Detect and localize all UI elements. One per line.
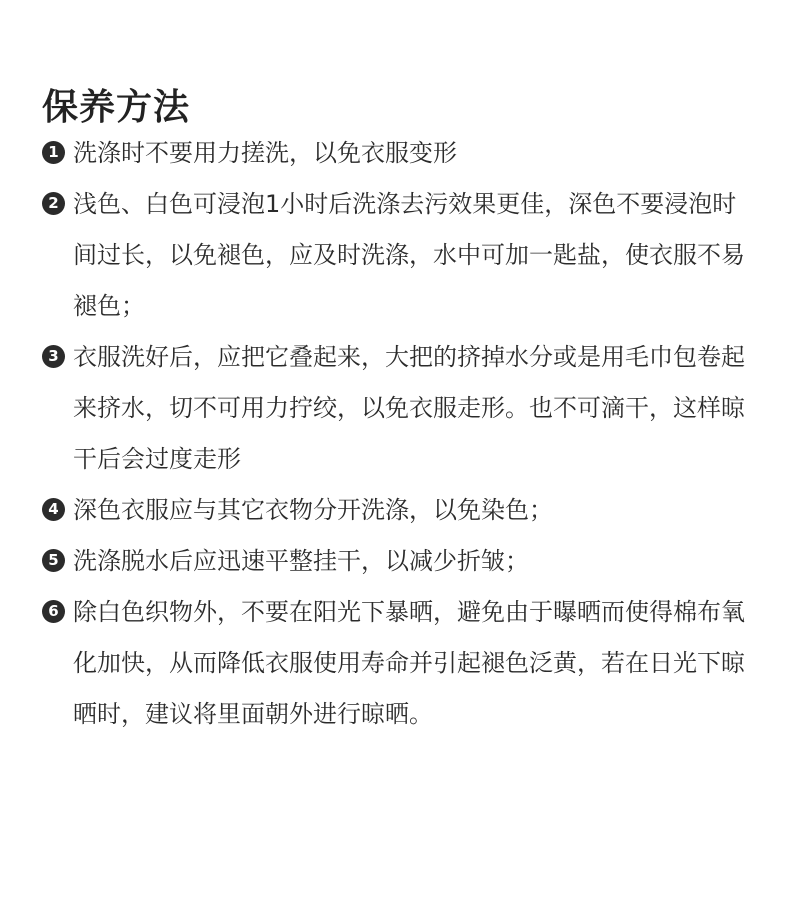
- care-item-text: 衣服洗好后，应把它叠起来，大把的挤掉水分或是用毛巾包卷起来挤水，切不可用力拧绞，以免衣服走形。也不可滴干，这样晾干后会过度走形: [73, 343, 745, 473]
- number-badge-icon: 6: [42, 600, 65, 623]
- care-item-text: 洗涤时不要用力搓洗，以免衣服变形: [73, 139, 457, 167]
- number-badge-icon: 2: [42, 192, 65, 215]
- number-badge-icon: 1: [42, 141, 65, 164]
- care-item-6: [42, 587, 754, 740]
- care-item-text: 除白色织物外，不要在阳光下暴晒，避免由于曝晒而使得棉布氧化加快，从而降低衣服使用寿命并引起褪色泛黄，若在日光下晾晒时，建议将里面朝外进行晾晒。: [73, 598, 745, 728]
- care-item-5: [42, 536, 754, 587]
- care-item-4: [42, 485, 754, 536]
- number-badge-icon: 3: [42, 345, 65, 368]
- care-item-3: [42, 332, 754, 485]
- number-badge-icon: 4: [42, 498, 65, 521]
- care-item-1: [42, 128, 754, 179]
- care-item-text: 洗涤脱水后应迅速平整挂干，以减少折皱；: [73, 547, 529, 575]
- number-badge-icon: 5: [42, 549, 65, 572]
- page-title: 保养方法: [42, 87, 191, 129]
- care-item-text: 深色衣服应与其它衣物分开洗涤，以免染色；: [73, 496, 553, 524]
- care-item-text: 浅色、白色可浸泡1小时后洗涤去污效果更佳，深色不要浸泡时间过长，以免褪色，应及时洗涤，水中可加一匙盐，使衣服不易褪色；: [73, 190, 745, 320]
- care-item-2: [42, 179, 754, 332]
- care-instructions-list: [42, 128, 754, 740]
